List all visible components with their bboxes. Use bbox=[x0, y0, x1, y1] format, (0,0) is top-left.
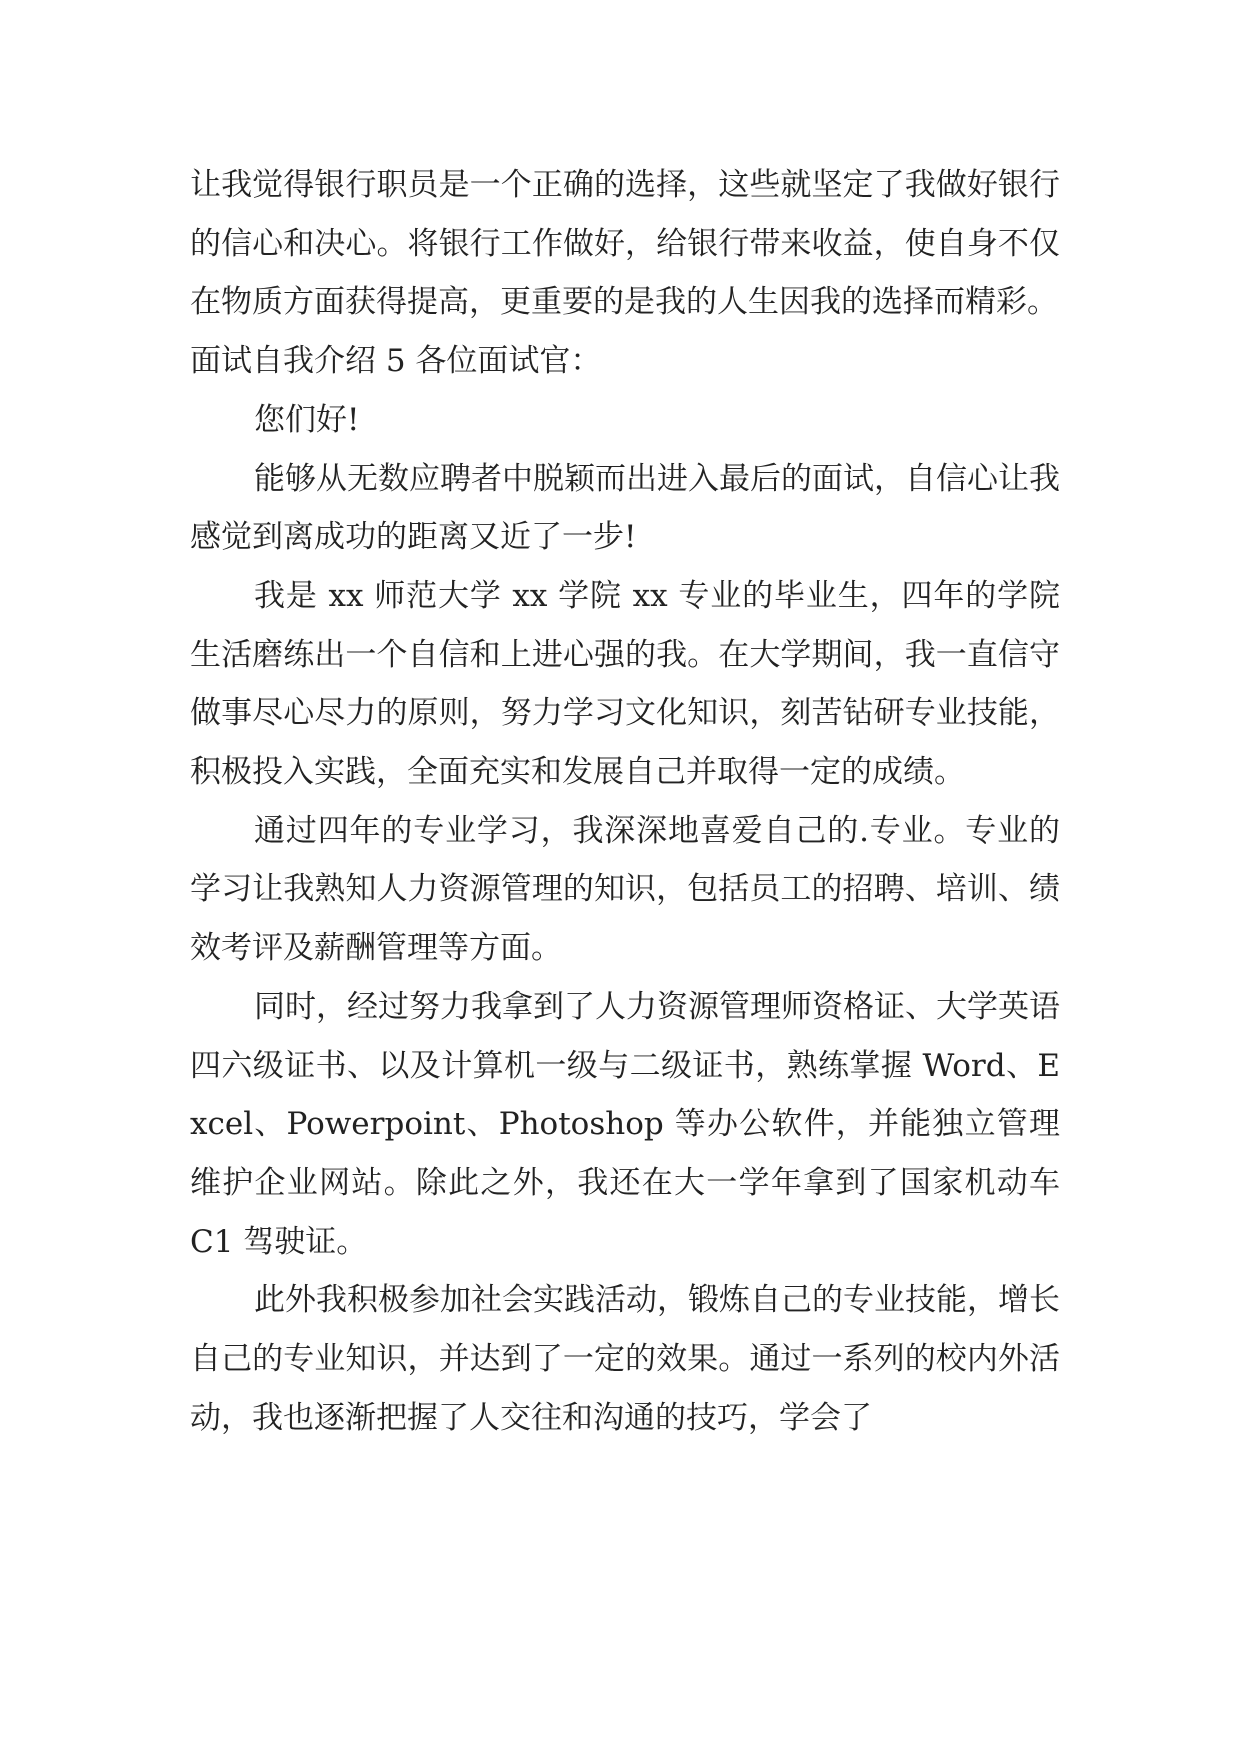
greeting-paragraph: 您们好! bbox=[254, 401, 360, 438]
paragraph-1: 让我觉得银行职员是一个正确的选择，这些就坚定了我做好银行的信心和决心。将银行工作做好，给银行带来收益，使自身不仅在物质方面获得提高，更重要的是我的人生因我的选择而精彩。 bbox=[190, 167, 1060, 321]
paragraph-7: 同时，经过努力我拿到了人力资源管理师资格证、大学英语四六级证书、以及计算机一级与二级证书，熟练掌握 Word、Excel、Powerpoint、Photoshop 等办公软件，并能独立管理维护企业网站。除此之外，我还在大一学年拿到了国家机动车 C1 驾驶证。 bbox=[190, 988, 1060, 1260]
document-body bbox=[190, 156, 1060, 1447]
paragraph-6: 通过四年的专业学习，我深深地喜爱自己的.专业。专业的学习让我熟知人力资源管理的知识，包括员工的招聘、培训、绩效考评及薪酬管理等方面。 bbox=[190, 812, 1060, 967]
paragraph-5: 我是 xx 师范大学 xx 学院 xx 专业的毕业生，四年的学院生活磨练出一个自信和上进心强的我。在大学期间，我一直信守做事尽心尽力的原则，努力学习文化知识，刻苦钻研专业技能，积极投入实践，全面充实和发展自己并取得一定的成绩。 bbox=[190, 577, 1060, 791]
section-heading: 面试自我介绍 5 各位面试官： bbox=[190, 343, 602, 380]
paragraph-4: 能够从无数应聘者中脱颖而出进入最后的面试，自信心让我感觉到离成功的距离又近了一步! bbox=[190, 460, 1060, 556]
paragraph-8: 此外我积极参加社会实践活动，锻炼自己的专业技能，增长自己的专业知识，并达到了一定的效果。通过一系列的校内外活动，我也逐渐把握了人交往和沟通的技巧，学会了 bbox=[190, 1282, 1060, 1436]
